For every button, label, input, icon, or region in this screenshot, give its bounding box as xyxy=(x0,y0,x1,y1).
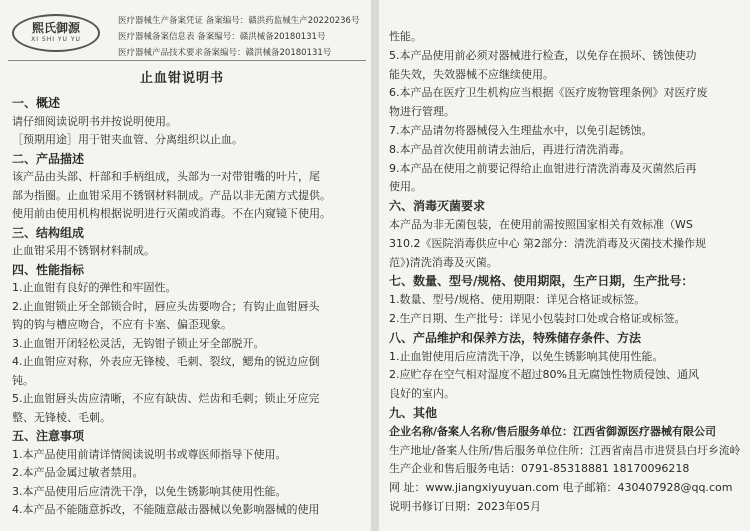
section-heading: 四、性能指标 xyxy=(12,262,85,277)
text-line: 本产品为非无菌包装，在使用前需按照国家相关有效标准（WS xyxy=(389,218,693,231)
text-line: 9.本产品在使用之前要记得给止血钳进行清洗消毒及灭菌然后再 xyxy=(389,161,697,175)
header-divider xyxy=(8,60,366,61)
text-line: 1.本产品使用前请详情阅读说明书或尊医师指导下使用。 xyxy=(12,447,287,461)
text-line: 该产品由头部、杆部和手柄组成，头部为一对带钳嘴的叶片，尾 xyxy=(12,170,320,183)
text-line: 1.止血钳有良好的弹性和牢固性。 xyxy=(12,281,177,294)
text-line: 企业名称/备案人名称/售后服务单位：江西省御源医疗器械有限公司 xyxy=(389,424,717,438)
text-line: 310.2《医院消毒供应中心 第2部分：清洗消毒及灭菌技术操作规 xyxy=(389,236,706,250)
text-line: 4.本产品不能随意拆改，不能随意敲击器械以免影响器械的使用 xyxy=(12,503,320,516)
text-line: 4.止血钳应对称，外表应无锋棱、毛刺、裂纹，鳃角的锐边应倒 xyxy=(12,355,320,368)
registration-line-2: 医疗器械备案信息表 备案编号：赣洪械备20180131号 xyxy=(118,32,326,42)
text-line: 5.止血钳唇头齿应清晰，不应有缺齿、烂齿和毛刺；锁止牙应完 xyxy=(12,392,320,405)
text-line: 1.数量、型号/规格、使用期限：详见合格证或标签。 xyxy=(389,293,646,307)
text-line: 性能。 xyxy=(389,30,422,43)
text-line: 2.应贮存在空气相对湿度不超过80%且无腐蚀性物质侵蚀、通风 xyxy=(389,368,699,382)
document-title: 止血钳说明书 xyxy=(140,71,225,86)
text-line: 钝。 xyxy=(12,373,34,387)
text-line: 范》)清洗消毒及灭菌。 xyxy=(389,255,498,269)
text-line: 生产企业和售后服务电话：0791-85318881 18170096218 xyxy=(389,462,690,476)
logo-name: 熙氏御源 xyxy=(31,21,80,35)
text-line: 良好的室内。 xyxy=(389,387,455,401)
section-heading: 七、数量、型号/规格、使用期限，生产日期，生产批号： xyxy=(389,274,694,289)
section-heading: 五、注意事项 xyxy=(12,429,85,443)
text-line: 生产地址/备案人住所/售后服务单位住所：江西省南昌市进贤县白圩乡流岭 xyxy=(389,443,741,457)
left-page xyxy=(0,0,371,531)
text-line: 5.本产品使用前必须对器械进行检查，以免存在损坏、锈蚀使功 xyxy=(389,48,697,62)
text-line: 说明书修订日期：2023年05月 xyxy=(389,500,541,513)
text-line: 止血钳采用不锈钢材料制成。 xyxy=(12,244,155,257)
right-page xyxy=(379,0,750,531)
company-logo xyxy=(12,14,100,52)
text-line: 2.生产日期、生产批号：详见小包装封口处或合格证或标签。 xyxy=(389,312,686,325)
text-line: 请仔细阅读说明书并按说明使用。 xyxy=(12,114,177,128)
text-line: 3.本产品使用后应清洗干净，以免生锈影响其使用性能。 xyxy=(12,484,287,498)
text-line: 物进行管理。 xyxy=(389,105,455,119)
text-line: 部为指圈。止血钳采用不锈钢材料制成。产品以非无菌方式提供。 xyxy=(12,188,331,202)
text-line: 6.本产品在医疗卫生机构应当根据《医疗废物管理条例》对医疗废 xyxy=(389,86,708,100)
text-line: 使用前由使用机构根据说明进行灭菌或消毒。不在内窥镜下使用。 xyxy=(12,207,331,220)
text-line: 8.本产品首次使用前请去油后，再进行清洗消毒。 xyxy=(389,142,631,156)
logo-pinyin: XI SHI YU YU xyxy=(31,36,81,43)
text-line: 网 址：www.jiangxiyuyuan.com 电子邮箱：430407928@qq.com xyxy=(389,481,733,495)
section-heading: 一、概述 xyxy=(12,96,61,110)
text-line: 2.本产品金属过敏者禁用。 xyxy=(12,466,144,479)
text-line: 3.止血钳开闭轻松灵活，无钩钳子锁止牙全部脱开。 xyxy=(12,336,265,350)
section-heading: 八、产品维护和保养方法，特殊储存条件、方法 xyxy=(389,330,642,345)
text-line: 使用。 xyxy=(389,180,422,194)
text-line: ［预期用途］用于钳夹血管、分离组织以止血。 xyxy=(12,133,243,146)
text-line: 整、无锋棱、毛刺。 xyxy=(12,410,111,424)
section-heading: 六、消毒灭菌要求 xyxy=(389,199,486,214)
text-line: 能失效，失效器械不应继续使用。 xyxy=(389,67,554,81)
text-line: 钩的钩与槽应吻合，不应有卡塞、偏歪现象。 xyxy=(12,318,232,331)
registration-line-1: 医疗器械生产备案凭证 备案编号：赣洪药监械生产20220236号 xyxy=(118,16,360,26)
text-line: 7.本产品请勿将器械侵入生理盐水中，以免引起锈蚀。 xyxy=(389,124,653,137)
registration-line-3: 医疗器械产品技术要求备案编号：赣洪械备20180131号 xyxy=(118,48,332,58)
section-heading: 三、结构组成 xyxy=(12,225,85,240)
section-heading: 二、产品描述 xyxy=(12,151,85,166)
text-line: 2.止血钳锁止牙全部锁合时，唇应头齿要吻合；有钩止血钳唇头 xyxy=(12,299,320,313)
text-line: 1.止血钳使用后应清洗干净，以免生锈影响其使用性能。 xyxy=(389,349,664,363)
section-heading: 九、其他 xyxy=(389,406,438,420)
